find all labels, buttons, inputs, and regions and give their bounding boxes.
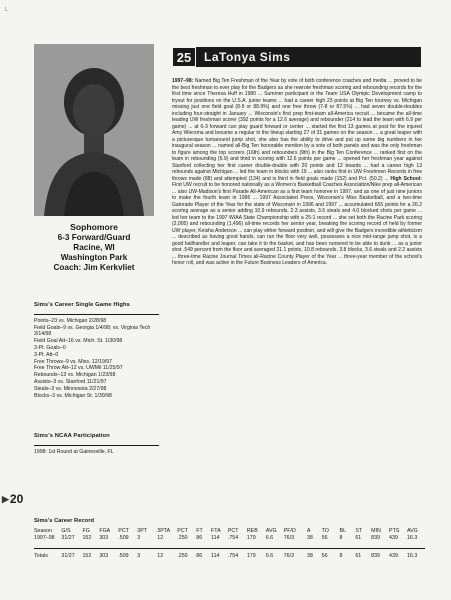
table-cell: 152 — [82, 535, 92, 541]
record-header-row — [34, 528, 425, 535]
bio-text-1997-98: Named Big Ten Freshman of the Year by vote of both conference coaches and media ... proved to be the best freshman to ever play for the Badgers as she rewrote freshman scoring and rebounding records for the first time since Theresa Huff in 1980 ... Summer participant in the Team USA Olympic Development camp to tryout for positions on the U.S.A. junior teams ... had a career high 23 points at Big Ten tourney vs. Michigan missing just one field goal (8-9 or 88.9%) and one free throw (7-8 or 87.5%) ... had seven double-doubles including four-straight in January ... Wisconsin's first prep first-team all-America recruit ... became the all-time leading UW freshman scorer (392 points for a 12.6 average) and rebounder (214 to lead the team with 6.9 per game) ... at 6-3 forward can play guard forward or center ... started the first 13 games at post for the injured Amy Wiersma and became a regular in the lineup starting 27 of 31 games on the season ... a great leaper with a picturesque turnaround jump shot, she also has the ability to drive and put up some big numbers in her inaugural season ... named all-Big Ten honorable mention by a vote of both panels and was the only freshman to figure among the top scorers (16th) and rebounders (9th) in the Big Ten Conference ... ranked first on the team in rebounding (6.9) and third in scoring with 12.6 points per game ... opened her freshman year against Stanford collecting her first career double-double with 20 points and 12 boards ... had a career high 13 rebounds against Michigan ... led the team in blocks with 19 ... also ranks first in UW Freshmen Records in free throws made (88) and attempted (134) and is third in field goals made (152) and Pct. (50.2) ... — [172, 78, 422, 182]
table-cell: 16.3 — [406, 535, 418, 541]
col-header: MIN — [371, 528, 381, 534]
player-position: 6-3 Forward/Guard — [57, 233, 131, 242]
col-header: FTA — [211, 528, 221, 534]
col-header: REB — [246, 528, 258, 534]
section-rule — [34, 314, 159, 315]
table-cell: .754 — [228, 549, 247, 561]
ncaa-line: 1998: 1st Round at Gainesville, FL — [34, 448, 114, 455]
page-arrow-icon: ▶ — [2, 493, 9, 504]
single-game-highs-title: Sims's Career Single Game Highs — [34, 302, 130, 308]
table-cell: 56 — [322, 549, 340, 561]
table-cell: 76/3 — [283, 535, 295, 541]
col-header: FG — [82, 528, 90, 534]
col-header: AVG — [406, 528, 418, 534]
page-number-text: 20 — [9, 492, 24, 506]
highs-line: 3-Pt. Att–0 — [34, 351, 59, 358]
table-cell: 76/3 — [284, 549, 307, 561]
table-cell: Totals — [34, 549, 61, 561]
col-header: ST — [355, 528, 363, 534]
portrait-silhouette — [34, 44, 154, 216]
col-header: PTS — [389, 528, 400, 534]
table-cell: 1997–98 — [34, 535, 55, 541]
table-cell: 6.6 — [266, 549, 284, 561]
table-cell: 16.3 — [407, 549, 425, 561]
highs-line: Free Throws–9 vs. Miss. 12/19/97 — [34, 358, 113, 365]
col-header: 3PT — [137, 528, 147, 534]
table-cell: 179 — [247, 549, 266, 561]
player-coach: Coach: Jim Kerkvliet — [53, 263, 135, 272]
player-class: Sophomore — [70, 222, 118, 232]
table-cell: 3 — [137, 535, 141, 541]
table-cell: 3 — [137, 549, 157, 561]
page-number — [2, 492, 23, 506]
player-name: LaTonya Sims — [204, 50, 291, 64]
table-cell: 86 — [196, 535, 203, 541]
table-cell: 179 — [246, 535, 256, 541]
table-cell: .509 — [118, 549, 137, 561]
record-totals-row — [34, 549, 425, 561]
table-cell: 839 — [371, 535, 380, 541]
table-cell: 303 — [99, 535, 109, 541]
table-cell: 114 — [211, 549, 228, 561]
col-header: AVG — [265, 528, 277, 534]
table-cell: 839 — [371, 549, 389, 561]
table-cell: 439 — [389, 549, 407, 561]
bio-text-high-school: First UW recruit to be honored nationally as a Women's Basketball Coaches Association/Nike prep all-American ... also UW-Madison's first Parade All-American as a first team honoree in 1997, and as one of just nine juniors to make the fourth team in 1996 ... 1997 Associated Press, Wisconsin's Miss Basketball, and a two-time Gatorade Player of the Year for the state of Wisconsin in 1996 and 1997 ... accumulated 665 points for a 26.2 scoring average as a senior adding 10.9 rebounds, 2.3 assists, 3.6 steals and 4.0 blocked shots per game ... led her team to the 1997 WIAA State Championship with a 25-1 record ... she set both the Racine Park scoring (2,005) and rebounding (1,496) all-time records her senior year, breaking the scoring record of held by former UW player, Keisha Anderson ... can play either forward position, and will give the Badgers incredible athleticism ... described as having good hands, can run the floor very well, possesses a nice mid-range jump shot, is a good ballhandler and leaper, can take it to the basket, and has been rumored to be able to dunk ... as a junior shot .549 percent from the floor and averaged 21.1 points, 10.8 rebounds, 3.8 blocks, 3.6 steals and 2.2 assists ... three-time Racine Journal Times all-Racine County Player of the Year ... three-year member of the school's honor roll, and was active in the Future Business Leaders of America. — [172, 182, 422, 266]
table-cell: 439 — [389, 535, 398, 541]
highs-line: Assists–3 vs. Stanford 11/21/97 — [34, 378, 107, 385]
col-header: FT — [196, 528, 203, 534]
col-header: A — [306, 528, 311, 534]
table-cell: 114 — [211, 535, 220, 541]
table-cell: 12 — [157, 549, 177, 561]
table-cell: 8 — [339, 535, 343, 541]
table-cell: 38 — [307, 549, 322, 561]
table-cell: 38 — [306, 535, 313, 541]
corner-mark: ᴸ — [5, 6, 8, 15]
table-cell: .250 — [177, 549, 196, 561]
col-header: TO — [321, 528, 329, 534]
highs-line: Points–23 vs. Michigan 2/28/98 — [34, 317, 107, 324]
table-cell: 12 — [157, 535, 164, 541]
single-game-highs — [34, 302, 159, 399]
table-cell: 152 — [82, 549, 99, 561]
highs-line: Blocks–3 vs. Michigan St. 1/30/98 — [34, 392, 112, 399]
table-cell: 31/27 — [61, 535, 75, 541]
bio-label-1997-98: 1997–98: — [172, 78, 194, 84]
col-header: FGA — [99, 528, 111, 534]
table-cell: .509 — [118, 535, 129, 541]
table-cell: 6.6 — [265, 535, 274, 541]
table-cell: 8 — [340, 549, 356, 561]
highs-line: Rebounds–13 vs. Michigan 1/23/98 — [34, 372, 116, 379]
highs-line: 3-Pt. Goals–0 — [34, 344, 66, 351]
player-photo — [34, 44, 154, 216]
col-header: BL — [339, 528, 347, 534]
player-header — [172, 47, 421, 67]
jersey-number: 25 — [172, 47, 196, 67]
career-record-table — [34, 528, 425, 560]
record-season-row — [34, 535, 425, 542]
col-header: PCT — [177, 528, 188, 534]
col-header: PF/D — [283, 528, 296, 534]
highs-line: Free Throw Att–12 vs. UWMil 11/25/97 — [34, 365, 123, 372]
bio-label-high-school: High School: — [390, 175, 422, 182]
ncaa-participation — [34, 433, 159, 456]
table-cell: 303 — [99, 549, 118, 561]
col-header: G/S — [61, 528, 71, 534]
table-cell: .250 — [177, 535, 188, 541]
table-cell: 56 — [321, 535, 328, 541]
bio-text — [172, 78, 422, 267]
player-bio — [34, 222, 154, 273]
player-hometown: Racine, WI — [73, 243, 115, 252]
player-school: Washington Park — [60, 253, 128, 262]
col-header: PCT — [118, 528, 129, 534]
table-cell: 86 — [196, 549, 211, 561]
career-record-title: Sims's Career Record — [34, 518, 95, 524]
highs-line: Field Goal Att–16 vs. Mich. St. 1/30/98 — [34, 338, 123, 345]
table-cell: 61 — [355, 535, 362, 541]
table-cell: .754 — [227, 535, 239, 541]
table-cell: 31/27 — [61, 549, 82, 561]
col-header: 3PTA — [157, 528, 171, 534]
ncaa-title: Sims's NCAA Participation — [34, 433, 110, 439]
table-cell: 61 — [355, 549, 371, 561]
highs-line: Steals–3 vs. Minnesota 2/27/98 — [34, 385, 107, 392]
highs-line: Field Goals–9 vs. Georgia 1/4/98; vs. Virginia Tech 3/14/98 — [34, 324, 151, 338]
col-header: PCT — [227, 528, 239, 534]
section-rule — [34, 445, 159, 446]
col-header: Season — [34, 528, 52, 534]
career-record — [34, 518, 425, 560]
